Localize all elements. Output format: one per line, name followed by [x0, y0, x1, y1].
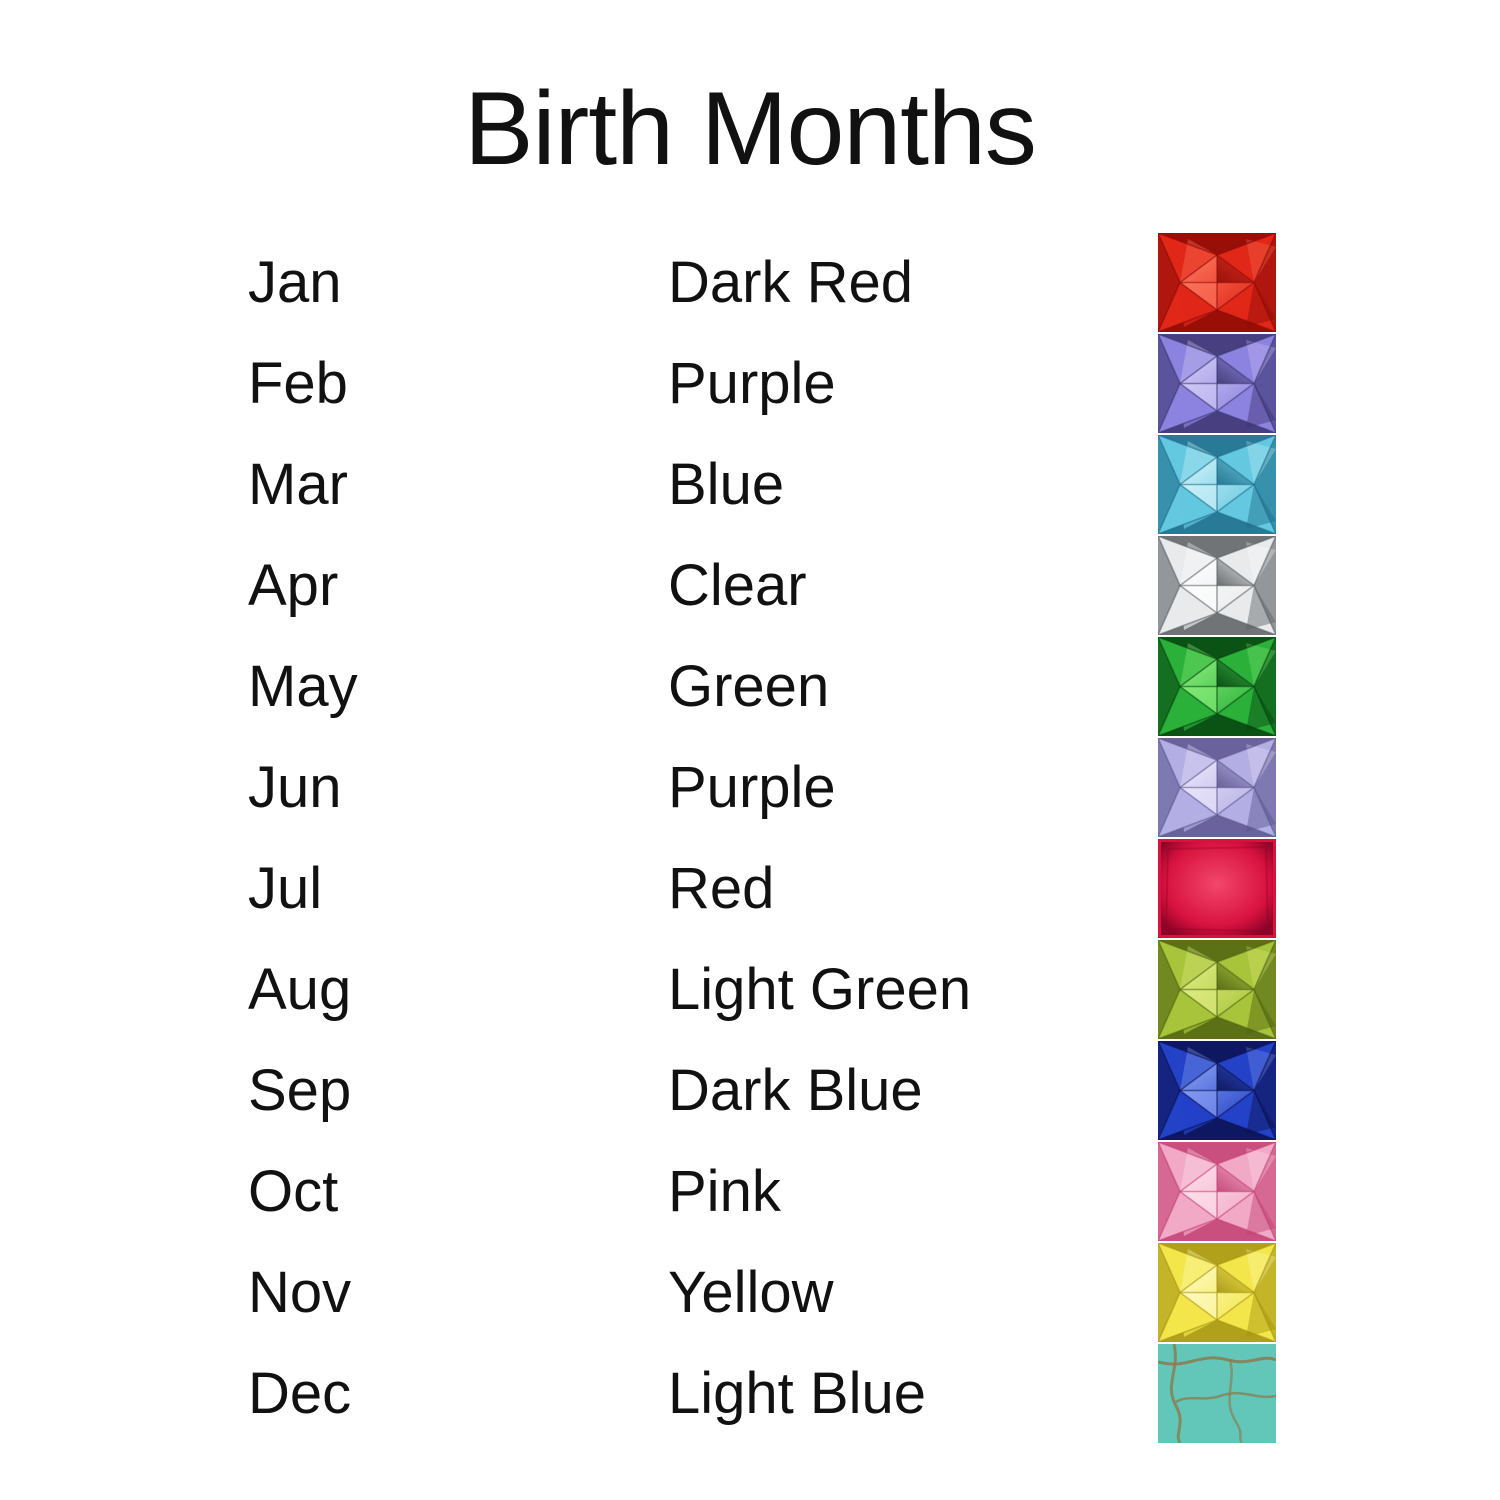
gem-facets	[1158, 738, 1276, 837]
month-label: Jan	[248, 249, 342, 315]
gem-cell	[1158, 839, 1288, 938]
month-label: May	[248, 653, 358, 719]
month-label: Dec	[248, 1360, 352, 1426]
gem-facets	[1158, 1243, 1276, 1342]
table-row	[248, 232, 1288, 333]
birth-months-table	[248, 232, 1288, 1444]
gem-cell	[1158, 1344, 1288, 1443]
color-label: Purple	[668, 754, 836, 820]
table-row	[248, 1343, 1288, 1444]
gem-cell	[1158, 1243, 1288, 1342]
table-row	[248, 333, 1288, 434]
color-label: Dark Red	[668, 249, 913, 315]
color-label: Blue	[668, 451, 785, 517]
table-row	[248, 535, 1288, 636]
gem-facets	[1158, 1041, 1276, 1140]
month-label: Jul	[248, 855, 323, 921]
gem-cell	[1158, 940, 1288, 1039]
gemstone-icon	[1158, 839, 1276, 938]
month-label: Apr	[248, 552, 339, 618]
month-label: Nov	[248, 1259, 352, 1325]
gemstone-icon	[1158, 1243, 1276, 1342]
gem-cell	[1158, 233, 1288, 332]
gem-facets	[1158, 233, 1276, 332]
gem-facets	[1158, 637, 1276, 736]
table-row	[248, 636, 1288, 737]
gemstone-icon	[1158, 334, 1276, 433]
gem-cell	[1158, 1142, 1288, 1241]
gemstone-icon	[1158, 435, 1276, 534]
gemstone-icon	[1158, 940, 1276, 1039]
table-row	[248, 838, 1288, 939]
gemstone-icon	[1158, 1344, 1276, 1443]
table-row	[248, 434, 1288, 535]
gem-cell	[1158, 536, 1288, 635]
month-label: Mar	[248, 451, 348, 517]
month-label: Feb	[248, 350, 348, 416]
page-title: Birth Months	[464, 71, 1036, 187]
color-label: Light Blue	[668, 1360, 926, 1426]
color-label: Yellow	[668, 1259, 834, 1325]
gem-cell	[1158, 637, 1288, 736]
gem-facets	[1158, 1142, 1276, 1241]
table-row	[248, 1141, 1288, 1242]
gem-facets	[1158, 839, 1276, 938]
gemstone-icon	[1158, 637, 1276, 736]
month-label: Aug	[248, 956, 352, 1022]
month-label: Jun	[248, 754, 342, 820]
color-label: Red	[668, 855, 775, 921]
gem-cell	[1158, 1041, 1288, 1140]
gemstone-icon	[1158, 1142, 1276, 1241]
color-label: Green	[668, 653, 830, 719]
gemstone-icon	[1158, 233, 1276, 332]
month-label: Sep	[248, 1057, 352, 1123]
gem-cell	[1158, 738, 1288, 837]
table-row	[248, 1040, 1288, 1141]
month-label: Oct	[248, 1158, 339, 1224]
color-label: Clear	[668, 552, 807, 618]
gemstone-icon	[1158, 536, 1276, 635]
gem-cell	[1158, 334, 1288, 433]
color-label: Purple	[668, 350, 836, 416]
table-row	[248, 1242, 1288, 1343]
gem-facets	[1158, 1344, 1276, 1443]
table-row	[248, 939, 1288, 1040]
gem-facets	[1158, 334, 1276, 433]
gem-cell	[1158, 435, 1288, 534]
gemstone-icon	[1158, 1041, 1276, 1140]
color-label: Pink	[668, 1158, 781, 1224]
gem-facets	[1158, 536, 1276, 635]
gemstone-icon	[1158, 738, 1276, 837]
table-row	[248, 737, 1288, 838]
color-label: Light Green	[668, 956, 972, 1022]
gem-facets	[1158, 940, 1276, 1039]
color-label: Dark Blue	[668, 1057, 923, 1123]
gem-facets	[1158, 435, 1276, 534]
